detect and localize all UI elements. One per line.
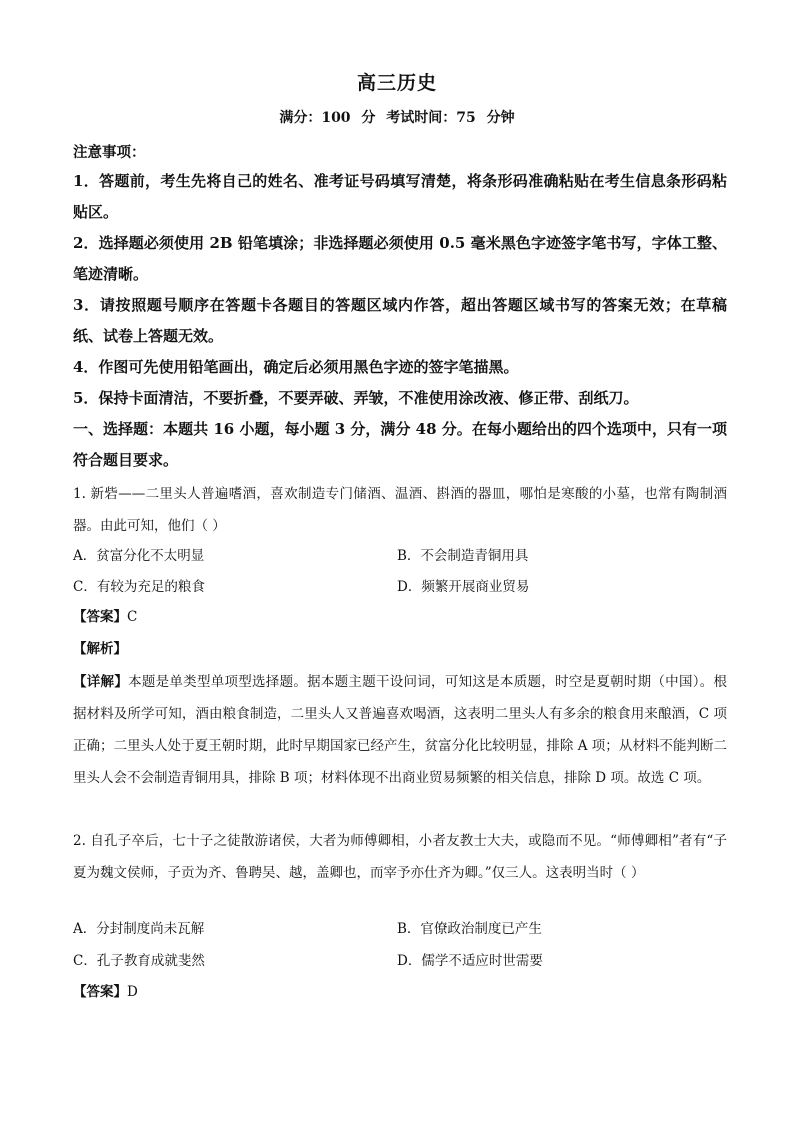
exam-info: 满分：100 分 考试时间：75 分钟	[279, 110, 515, 126]
question-1-analysis-tag: 【解析】	[73, 641, 127, 657]
question-2-option-a: A．分封制度尚未瓦解	[73, 921, 205, 937]
notice-item-2: 2．选择题必须使用 2B 铅笔填涂；非选择题必须使用 0.5 毫米黑色字迹签字笔书写，字体工整、笔迹清晰。	[73, 234, 727, 283]
answer-value: C	[127, 609, 138, 625]
detail-text: 本题是单类型单项型选择题。据本题主题干设问词，可知这是本质题，时空是夏朝时期（中国）。根据材料及所学可知，酒由粮食制造，二里头人又普遍喜欢喝酒，这表明二里头人有多余的粮食用来酿酒，C 项正确；二里头人处于夏王朝时期，此时早期国家已经产生，贫富分化比较明显，排除 A 项；从材料不能判断二里头人会不会制造青铜用具，排除 B 项；材料体现不出商业贸易频繁的相关信息，排除 D 项。故选 C 项。	[73, 674, 728, 786]
question-2-option-c: C．孔子教育成就斐然	[73, 953, 205, 969]
notice-item-5: 5．保持卡面清洁，不要折叠，不要弄破、弄皱，不准使用涂改液、修正带、刮纸刀。	[73, 389, 639, 407]
answer-value: D	[127, 984, 138, 1000]
question-1-option-b: B．不会制造青铜用具	[397, 548, 529, 564]
question-1-option-c: C．有较为充足的粮食	[73, 579, 205, 595]
question-1-answer	[73, 607, 137, 627]
question-1-detail	[73, 666, 727, 794]
question-2-stem: 2. 自孔子卒后，七十子之徒散游诸侯，大者为师傅卿相，小者友教士大夫，或隐而不见。“师傅卿相”者有“子夏为魏文侯师，子贡为齐、鲁聘吴、越，盖卿也，而宰予亦仕齐为卿。”仅三人。这表明当时（ ）	[73, 833, 727, 881]
question-2-option-b: B．官僚政治制度已产生	[397, 921, 542, 937]
answer-tag: 【答案】	[73, 984, 127, 1000]
notice-item-3: 3．请按照题号顺序在答题卡各题目的答题区域内作答，超出答题区域书写的答案无效；在草稿纸、试卷上答题无效。	[73, 296, 727, 345]
page-title: 高三历史	[356, 72, 437, 94]
notice-item-1: 1．答题前，考生先将自己的姓名、准考证号码填写清楚，将条形码准确粘贴在考生信息条形码粘贴区。	[73, 172, 727, 221]
notice-item-4: 4．作图可先使用铅笔画出，确定后必须用黑色字迹的签字笔描黑。	[73, 358, 519, 376]
question-1-stem: 1. 新砦——二里头人普遍嗜酒，喜欢制造专门储酒、温酒、斟酒的器皿，哪怕是寒酸的小墓，也常有陶制酒器。由此可知，他们（ ）	[73, 486, 727, 534]
question-1-option-a: A．贫富分化不太明显	[73, 548, 205, 564]
question-2-answer	[73, 982, 138, 1002]
detail-tag: 【详解】	[73, 674, 129, 690]
section-heading: 一、选择题：本题共 16 小题，每小题 3 分，满分 48 分。在每小题给出的四个选项中，只有一项符合题目要求。	[73, 420, 727, 469]
question-2-option-d: D．儒学不适应时世需要	[397, 953, 543, 969]
question-1-option-d: D．频繁开展商业贸易	[397, 579, 530, 595]
notice-heading: 注意事项：	[73, 144, 146, 161]
answer-tag: 【答案】	[73, 609, 127, 625]
